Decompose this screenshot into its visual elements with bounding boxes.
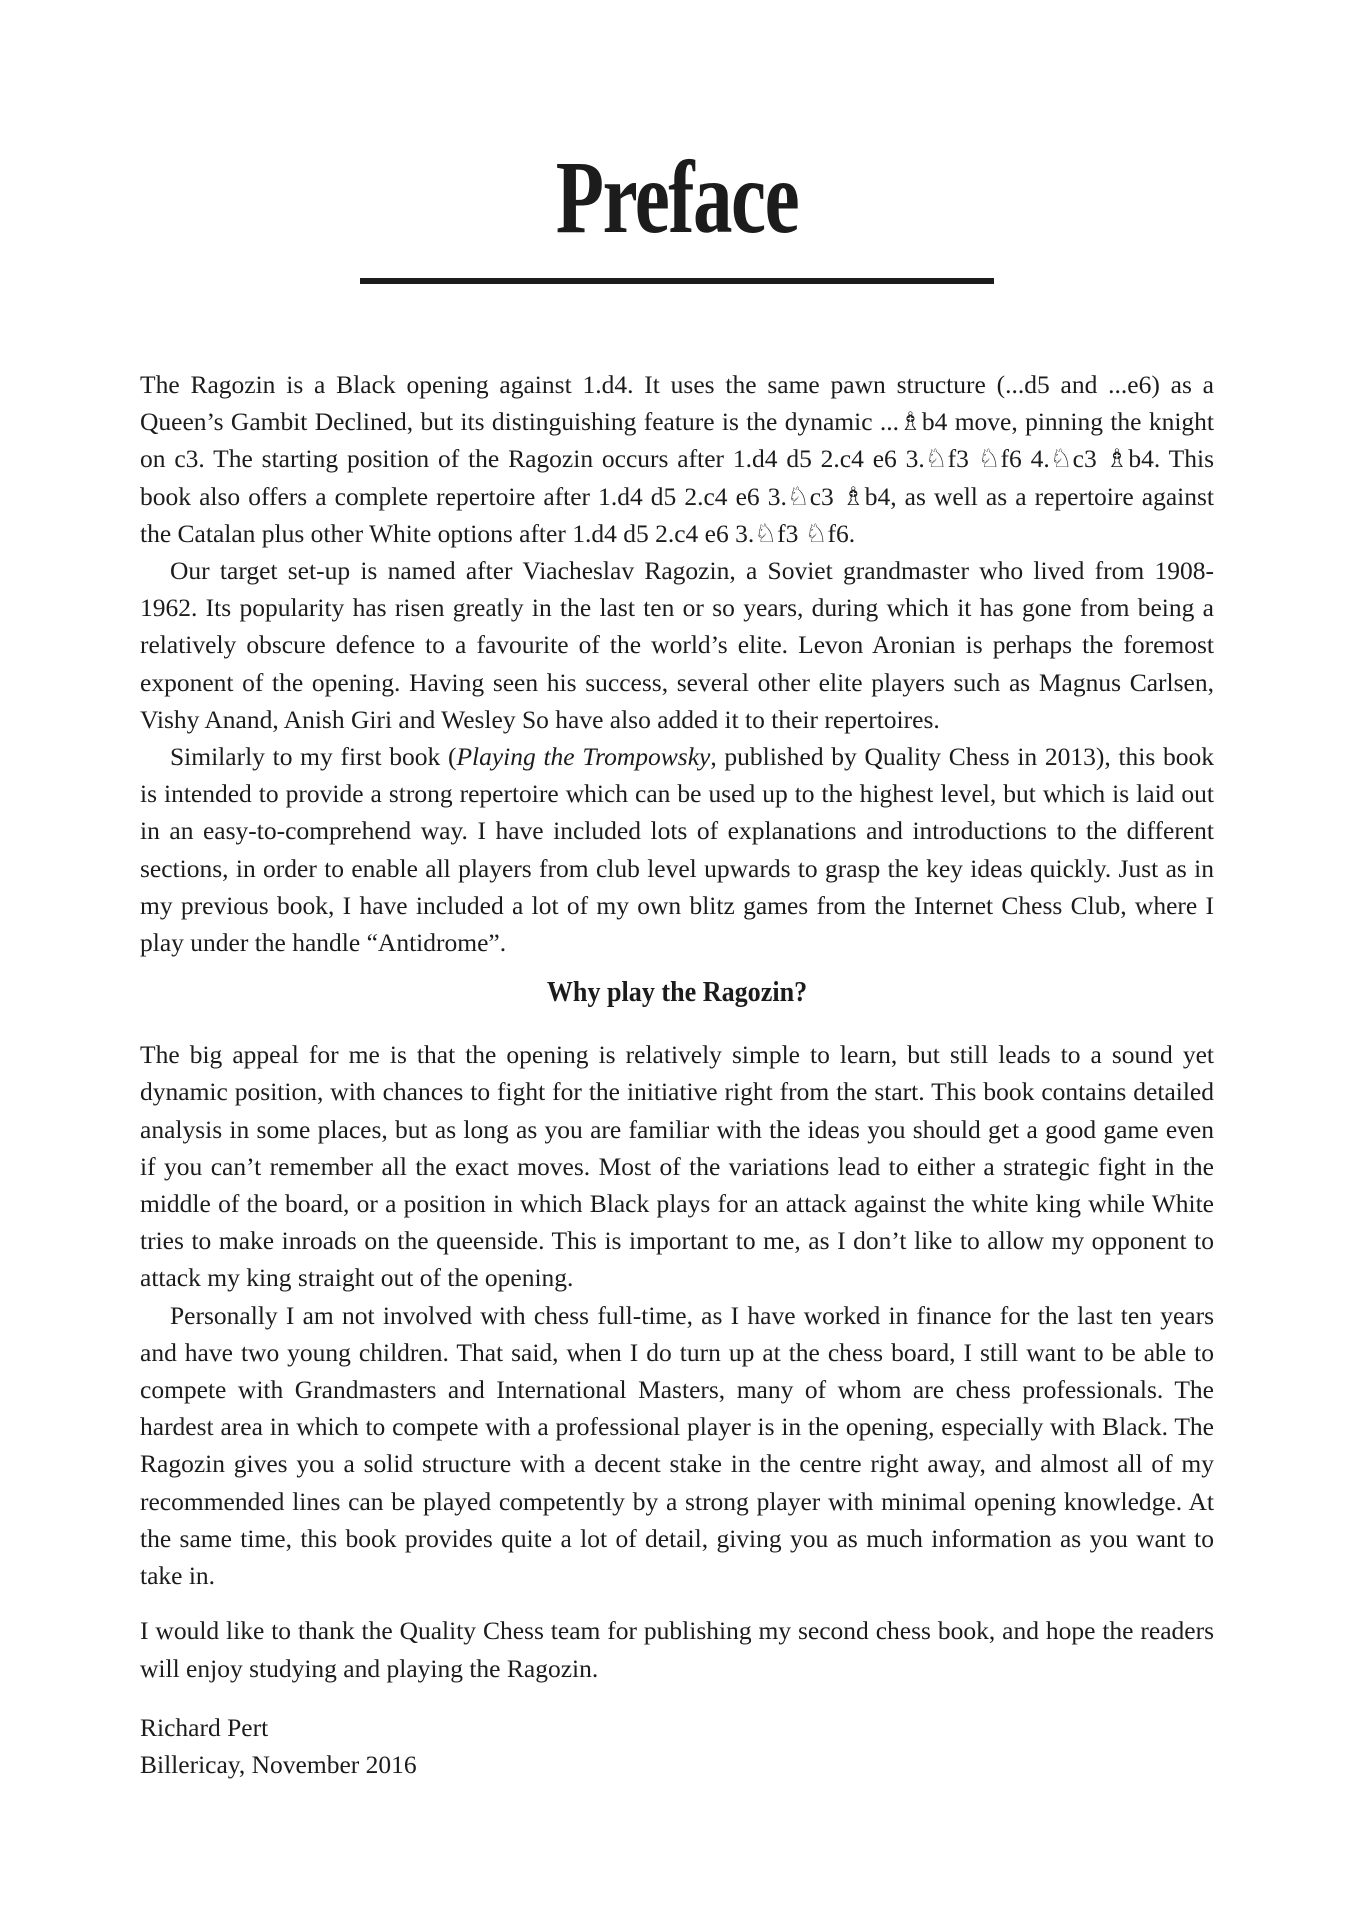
- place-date: Billericay, November 2016: [140, 1749, 417, 1779]
- title-rule: [360, 278, 994, 284]
- section-heading: Why play the Ragozin?: [546, 976, 808, 1009]
- paragraph-opening: The Ragozin is a Black opening against 1.d4. It uses the same pawn structure (...d5 and ...e6) as a Queen’s Gambit Declined, but its distinguishing feature is the dynamic ...♗b4 move, pinning the knight on c3. The starting position of the Ragozin occurs after 1.d4 d5 2.c4 e6 3.♘f3 ♘f6 4.♘c3 ♗b4. This book also offers a complete repertoire after 1.d4 d5 2.c4 e6 3.♘c3 ♗b4, as well as a repertoire against the Catalan plus other White options after 1.d4 d5 2.c4 e6 3.♘f3 ♘f6.: [140, 370, 1214, 548]
- chapter-title: Preface: [555, 140, 799, 255]
- preface-body: [140, 366, 1214, 1783]
- paragraph-thanks: I would like to thank the Quality Chess team for publishing my second chess book, and hope the readers will enjoy studying and playing the Ragozin.: [140, 1616, 1214, 1683]
- paragraph-first-book: [140, 738, 1214, 961]
- author-name: Richard Pert: [140, 1712, 269, 1742]
- chapter-header: [0, 140, 1354, 284]
- signature-block: [140, 1709, 1214, 1783]
- paragraph-first-book-lead: Similarly to my first book (: [170, 742, 457, 772]
- book-title-italic: Playing the Trompowsky: [456, 742, 711, 772]
- paragraph-first-book-rest: , published by Quality Chess in 2013), this book is intended to provide a strong repertoire which can be used up to the highest level, but which is laid out in an easy-to-comprehend way. I have included lots of explanations and introductions to the different sections, in order to enable all players from club level upwards to grasp the key ideas quickly. Just as in my previous book, I have included a lot of my own blitz games from the Internet Chess Club, where I play under the handle “Antidrome”.: [140, 742, 1214, 958]
- paragraph-big-appeal: The big appeal for me is that the opening is relatively simple to learn, but still leads to a sound yet dynamic position, with chances to fight for the initiative right from the start. This book contains detailed analysis in some places, but as long as you are familiar with the ideas you should get a good game even if you can’t remember all the exact moves. Most of the variations lead to either a strategic fight in the middle of the board, or a position in which Black plays for an attack against the white king while White tries to make inroads on the queenside. This is important to me, as I don’t like to allow my opponent to attack my king straight out of the opening.: [140, 1040, 1214, 1293]
- paragraph-personally: Personally I am not involved with chess full-time, as I have worked in finance for the last ten years and have two young children. That said, when I do turn up at the chess board, I still want to be able to compete with Grandmasters and International Masters, many of whom are chess professionals. The hardest area in which to compete with a professional player is in the opening, especially with Black. The Ragozin gives you a solid structure with a decent stake in the centre right away, and almost all of my recommended lines can be played competently by a strong player with minimal opening knowledge. At the same time, this book provides quite a lot of detail, giving you as much information as you want to take in.: [140, 1300, 1214, 1591]
- paragraph-ragozin-history: Our target set-up is named after Viacheslav Ragozin, a Soviet grandmaster who lived from 1908-1962. Its popularity has risen greatly in the last ten or so years, during which it has gone from being a relatively obscure defence to a favourite of the world’s elite. Levon Aronian is perhaps the foremost exponent of the opening. Having seen his success, several other elite players such as Magnus Carlsen, Vishy Anand, Anish Giri and Wesley So have also added it to their repertoires.: [140, 556, 1214, 734]
